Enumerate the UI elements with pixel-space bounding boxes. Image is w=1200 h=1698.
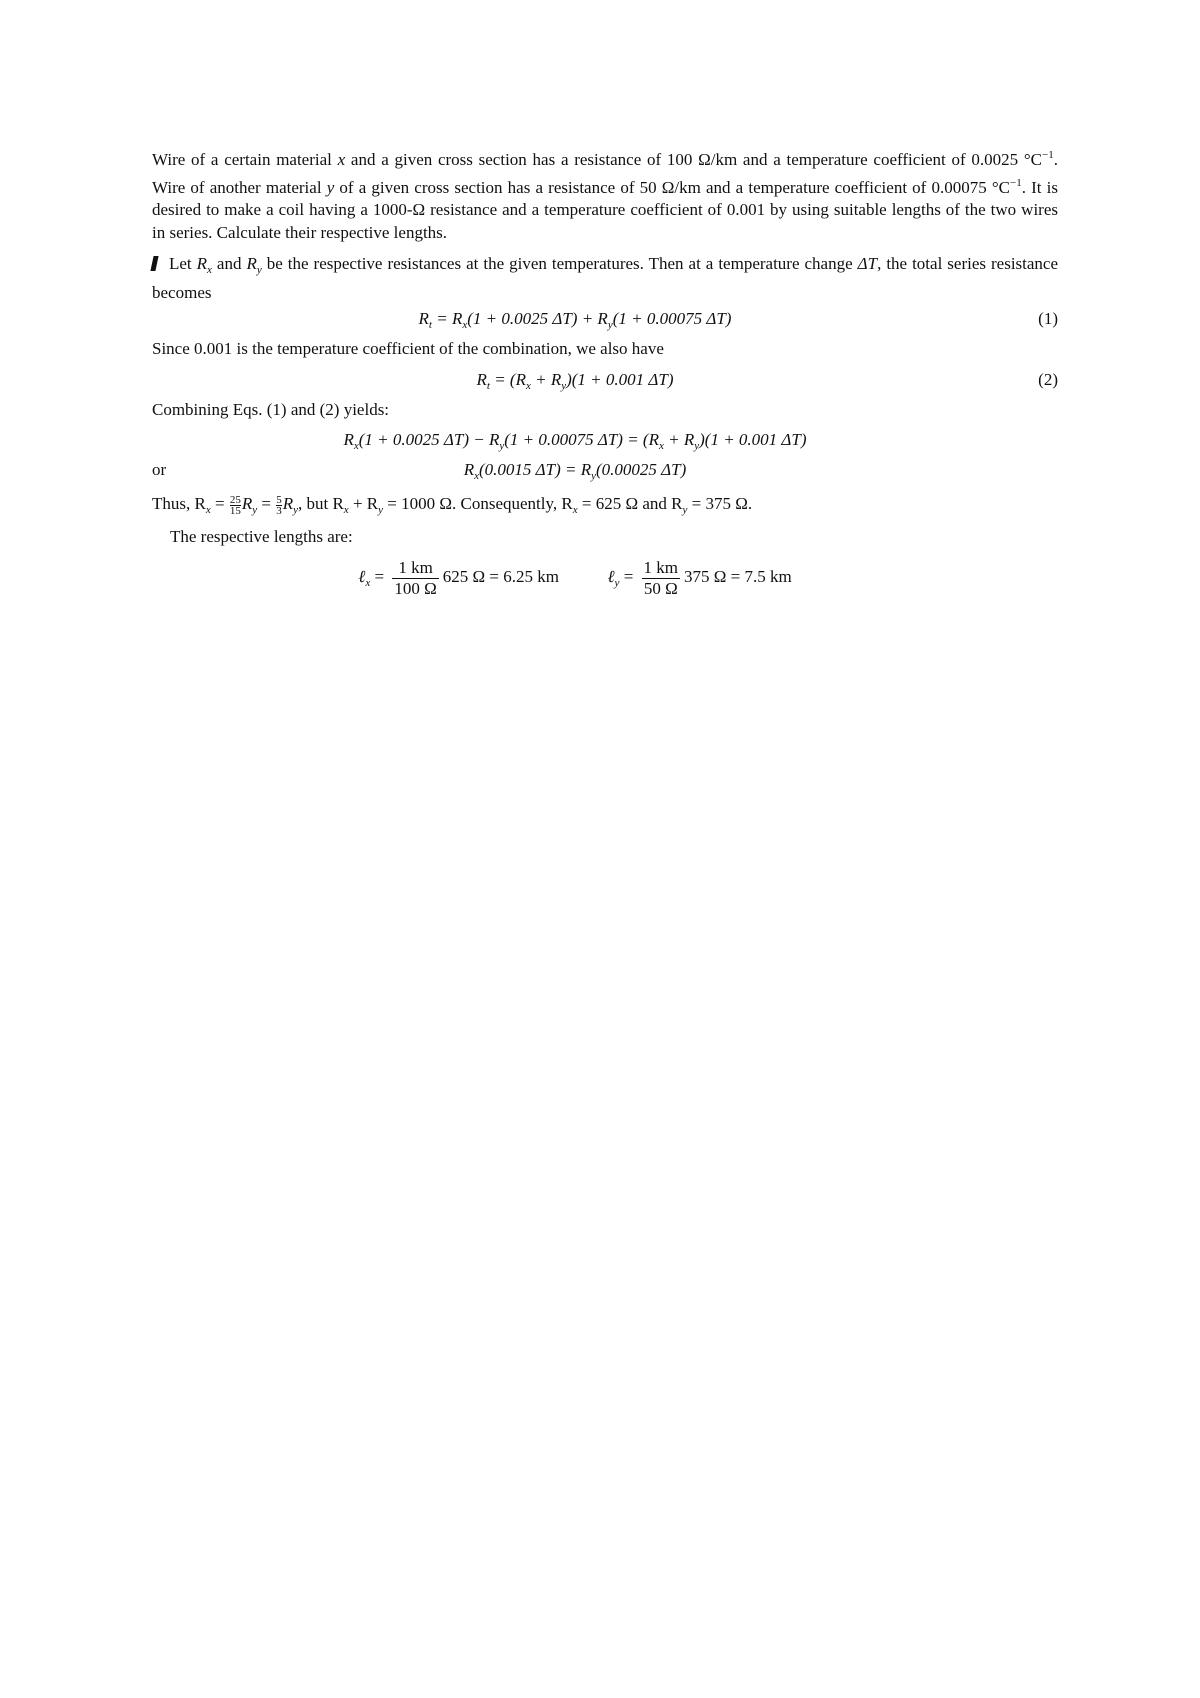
solution-intro: Let $R_x$ and $R_y$ be the respective resistances at the given temperatures. Then at a temperature change ΔT, the total series resistance becomes (152, 254, 1059, 302)
subscript: y (694, 440, 700, 452)
eq-term: = R (431, 309, 463, 328)
combining-text: Combining Eqs. (1) and (2) yields: (152, 399, 390, 419)
equation-4-body (152, 455, 998, 491)
thus-text: , but R (297, 494, 344, 513)
equation-number: (2) (1038, 369, 1058, 389)
subscript: x (365, 577, 371, 590)
subscript: x (207, 264, 212, 276)
equation-2 (152, 365, 1058, 395)
frac-num: 5 (276, 493, 282, 506)
subscript: y (614, 577, 620, 590)
subscript: x (572, 504, 578, 516)
frac-num: 1 km (643, 558, 679, 577)
thus-text: + R (348, 494, 379, 513)
subscript: x (474, 470, 479, 482)
eq-term: (0.00025 ΔT) (596, 460, 687, 479)
eq-term: + R (663, 430, 695, 449)
problem-statement (152, 144, 1058, 244)
ell-symbol: ℓ (607, 567, 615, 587)
equation-4 (152, 455, 1058, 485)
subscript: t (486, 379, 490, 392)
problem-text: . It is desired to make a coil having a 1000-Ω resistance and a temperature coefficient of 0.001 by using suitable lengths of the two wires in series. Calculate their respective lengths. (152, 177, 1059, 242)
fraction-5-3 (276, 495, 282, 516)
eq-term: R (343, 430, 354, 449)
thus-text: Thus, R (152, 494, 206, 513)
equation-3 (152, 425, 1058, 455)
ell-symbol: ℓ (358, 567, 366, 587)
frac-den: 100 Ω (394, 579, 437, 598)
equation-2-body (152, 365, 998, 401)
subscript: y (561, 379, 567, 392)
eq-term: (1 + 0.0025 ΔT) + R (467, 309, 608, 328)
equation-number: (1) (1038, 309, 1058, 328)
problem-text: Wire of a certain material (152, 150, 338, 169)
problem-text: of a given cross section has a resistance of 50 Ω/km and a temperature coefficient of 0.00075 °C (334, 177, 1011, 197)
frac-den: 15 (229, 504, 241, 517)
solution-marker-icon (150, 256, 158, 271)
subscript: x (462, 319, 468, 331)
eq-term: + R (530, 369, 562, 389)
thus-text: = 375 Ω. (687, 494, 753, 513)
variable-x: x (337, 150, 346, 169)
thus-text: = 1000 Ω. Consequently, R (383, 494, 573, 513)
subscript: x (525, 379, 531, 392)
thus-text: = (210, 494, 229, 513)
eq-term: R (418, 309, 429, 328)
eq-term: (1 + 0.0025 ΔT) − R (358, 430, 500, 449)
length-result: 375 Ω = 7.5 km (684, 567, 792, 587)
length-result: 625 Ω = 6.25 km (442, 567, 559, 587)
exponent: −1 (1010, 176, 1022, 189)
eq-term: R (476, 369, 487, 389)
subscript: x (205, 504, 211, 516)
thus-text: = 625 Ω and R (577, 494, 683, 513)
subscript: y (591, 470, 597, 482)
subscript: y (252, 504, 258, 516)
subscript: x (658, 440, 664, 452)
eq-term: (0.0015 ΔT) = R (479, 460, 592, 479)
subscript: y (378, 504, 384, 516)
solution-text: and (211, 254, 247, 273)
subscript: y (256, 264, 262, 276)
subscript: y (607, 319, 613, 331)
equation-1 (152, 304, 1058, 334)
frac-num: 1 km (392, 558, 438, 579)
equals: = (370, 567, 389, 587)
frac-den: 50 Ω (643, 579, 678, 598)
frac-den: 3 (276, 504, 282, 517)
thus-text: R (241, 494, 253, 513)
subscript: y (293, 504, 298, 516)
or-label: or (152, 460, 167, 479)
exponent: −1 (1042, 149, 1054, 161)
solution-text: , the total series resistance becomes (152, 254, 1059, 302)
eq-term: R (463, 460, 475, 479)
eq-term: (1 + 0.00075 ΔT) = (R (504, 430, 659, 449)
subscript: y (682, 504, 688, 516)
eq-term: = (R (489, 369, 526, 389)
eq-term: )(1 + 0.001 ΔT) (566, 369, 674, 389)
eq-term: (1 + 0.00075 ΔT) (612, 309, 732, 328)
fraction-25-15 (230, 495, 241, 516)
equation-1-body (152, 304, 998, 340)
thus-text: = (257, 494, 276, 513)
thus-line (152, 493, 1058, 522)
problem-text: . Wire of another material (152, 150, 1058, 197)
lengths-equations (152, 558, 1058, 599)
subscript: x (353, 440, 359, 452)
fraction (392, 558, 438, 599)
delta-t: ΔT (857, 254, 878, 273)
subscript: x (343, 504, 349, 516)
subscript: y (499, 440, 505, 452)
eq-term: )(1 + 0.001 ΔT) (699, 430, 807, 449)
problem-text: and a given cross section has a resistance of 100 Ω/km and a temperature coefficient of 0.0025 °C (345, 150, 1043, 169)
solution-text: Let (169, 254, 197, 273)
fraction (642, 558, 680, 599)
lengths-intro: The respective lengths are: (170, 526, 353, 546)
subscript: t (428, 319, 432, 331)
thus-text: R (282, 494, 294, 513)
variable-y: y (326, 177, 335, 197)
solution-text: be the respective resistances at the given temperatures. Then at a temperature change (261, 254, 858, 273)
document-page (152, 144, 1058, 599)
equals: = (619, 567, 638, 587)
frac-num: 25 (229, 493, 241, 506)
since-text: Since 0.001 is the temperature coefficient of the combination, we also have (152, 339, 664, 358)
